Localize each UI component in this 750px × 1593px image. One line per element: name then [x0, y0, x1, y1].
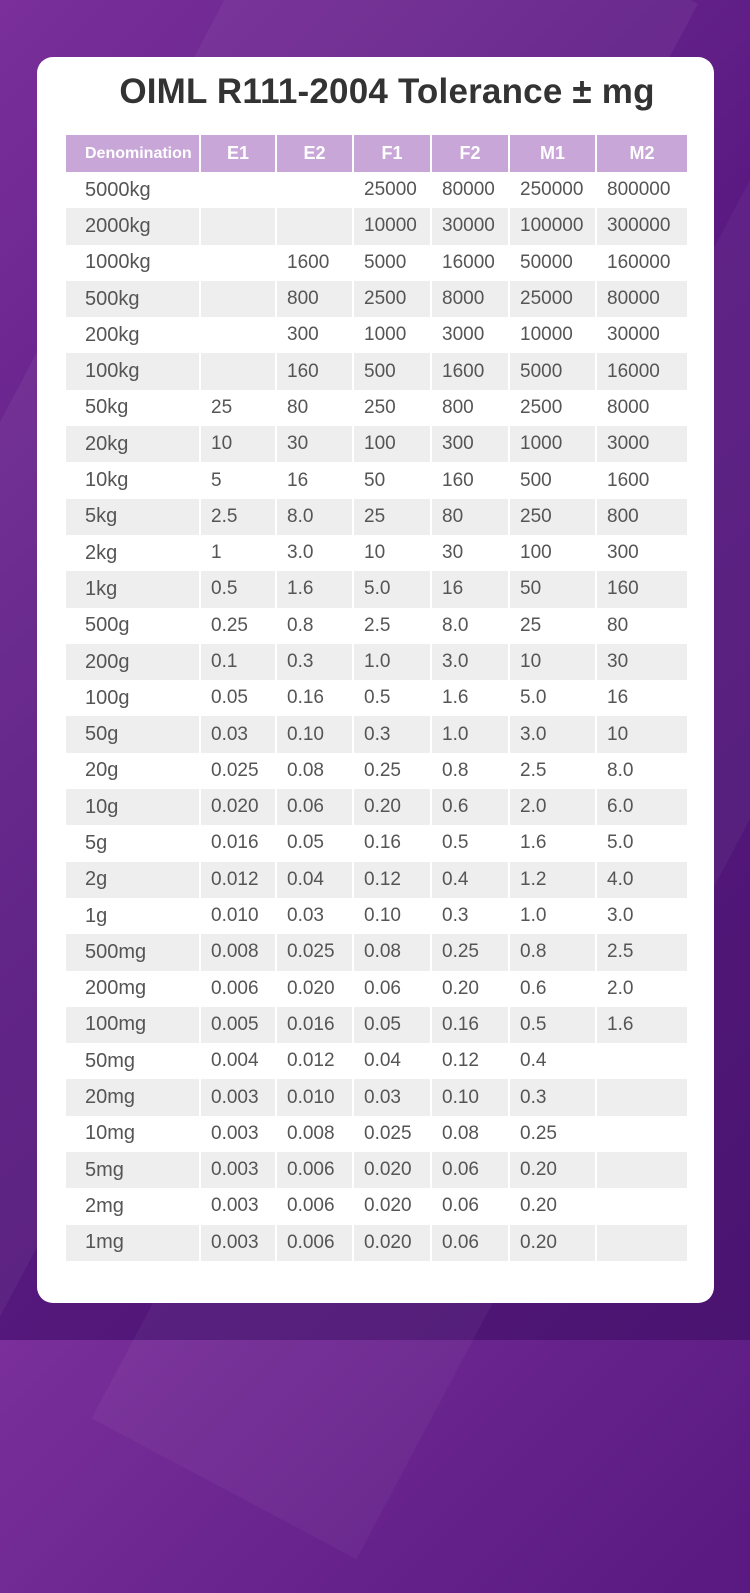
- cell-m1: 2500: [510, 390, 595, 426]
- cell-m1: 1.2: [510, 862, 595, 898]
- table-row: [66, 934, 687, 970]
- cell-m1: 3.0: [510, 716, 595, 752]
- cell-m2: [597, 1116, 687, 1152]
- cell-m2: 5.0: [597, 825, 687, 861]
- table-row: [66, 499, 687, 535]
- cell-f2: 3.0: [432, 644, 508, 680]
- cell-e1: 0.006: [201, 971, 275, 1007]
- cell-m1: 1.0: [510, 898, 595, 934]
- cell-m2: [597, 1188, 687, 1224]
- cell-e2: 1600: [277, 245, 352, 281]
- cell-e2: 30: [277, 426, 352, 462]
- cell-m2: 1.6: [597, 1007, 687, 1043]
- cell-m2: [597, 1043, 687, 1079]
- cell-f2: 0.06: [432, 1152, 508, 1188]
- cell-e1: [201, 208, 275, 244]
- cell-e2: 0.006: [277, 1152, 352, 1188]
- cell-m1: 5000: [510, 353, 595, 389]
- cell-m1: 0.25: [510, 1116, 595, 1152]
- cell-e1: 0.025: [201, 753, 275, 789]
- cell-m2: 3.0: [597, 898, 687, 934]
- cell-denomination: 200g: [66, 644, 199, 680]
- table-row: [66, 390, 687, 426]
- cell-m1: 250: [510, 499, 595, 535]
- cell-m1: 10000: [510, 317, 595, 353]
- cell-m2: 2.5: [597, 934, 687, 970]
- cell-f2: 0.6: [432, 789, 508, 825]
- cell-e1: 0.004: [201, 1043, 275, 1079]
- table-row: [66, 317, 687, 353]
- cell-e1: 0.1: [201, 644, 275, 680]
- cell-e1: 5: [201, 462, 275, 498]
- table-row: [66, 825, 687, 861]
- cell-m1: 100: [510, 535, 595, 571]
- cell-f1: 10: [354, 535, 430, 571]
- column-header-m2: M2: [597, 135, 687, 172]
- cell-f1: 25000: [354, 172, 430, 208]
- cell-m1: 2.0: [510, 789, 595, 825]
- cell-f2: 160: [432, 462, 508, 498]
- cell-e1: 0.5: [201, 571, 275, 607]
- column-header-e2: E2: [277, 135, 352, 172]
- cell-m2: 300000: [597, 208, 687, 244]
- table-row: [66, 172, 687, 208]
- cell-f1: 1000: [354, 317, 430, 353]
- cell-f1: 0.020: [354, 1225, 430, 1261]
- cell-f1: 0.25: [354, 753, 430, 789]
- column-header-e1: E1: [201, 135, 275, 172]
- cell-e1: 0.03: [201, 716, 275, 752]
- cell-denomination: 1000kg: [66, 245, 199, 281]
- table-row: [66, 281, 687, 317]
- cell-m1: 5.0: [510, 680, 595, 716]
- cell-m1: 0.5: [510, 1007, 595, 1043]
- cell-e2: [277, 208, 352, 244]
- cell-e1: 0.05: [201, 680, 275, 716]
- cell-e1: 25: [201, 390, 275, 426]
- cell-f1: 10000: [354, 208, 430, 244]
- cell-m2: 8.0: [597, 753, 687, 789]
- cell-f2: 0.06: [432, 1188, 508, 1224]
- cell-m1: 1.6: [510, 825, 595, 861]
- cell-f2: 0.5: [432, 825, 508, 861]
- cell-m2: 8000: [597, 390, 687, 426]
- cell-m2: 3000: [597, 426, 687, 462]
- cell-m2: 16: [597, 680, 687, 716]
- cell-f2: 16000: [432, 245, 508, 281]
- cell-m1: 2.5: [510, 753, 595, 789]
- cell-denomination: 2000kg: [66, 208, 199, 244]
- cell-e2: 0.16: [277, 680, 352, 716]
- cell-f2: 0.25: [432, 934, 508, 970]
- cell-m2: 800000: [597, 172, 687, 208]
- cell-e2: 1.6: [277, 571, 352, 607]
- cell-e1: [201, 172, 275, 208]
- cell-e2: [277, 172, 352, 208]
- cell-m2: 160000: [597, 245, 687, 281]
- cell-e2: 160: [277, 353, 352, 389]
- cell-f2: 1.6: [432, 680, 508, 716]
- cell-denomination: 2mg: [66, 1188, 199, 1224]
- cell-f2: 0.12: [432, 1043, 508, 1079]
- cell-f1: 0.5: [354, 680, 430, 716]
- cell-e1: 0.020: [201, 789, 275, 825]
- cell-e2: 0.03: [277, 898, 352, 934]
- table-row: [66, 1043, 687, 1079]
- cell-m2: 160: [597, 571, 687, 607]
- cell-e2: 0.008: [277, 1116, 352, 1152]
- cell-m1: 25: [510, 608, 595, 644]
- cell-e1: 0.016: [201, 825, 275, 861]
- cell-denomination: 100g: [66, 680, 199, 716]
- cell-m2: 80: [597, 608, 687, 644]
- cell-f1: 0.3: [354, 716, 430, 752]
- table-row: [66, 971, 687, 1007]
- cell-m2: 80000: [597, 281, 687, 317]
- cell-f1: 0.08: [354, 934, 430, 970]
- cell-e2: 0.006: [277, 1225, 352, 1261]
- cell-f2: 0.20: [432, 971, 508, 1007]
- cell-denomination: 500kg: [66, 281, 199, 317]
- cell-f2: 800: [432, 390, 508, 426]
- table-row: [66, 1152, 687, 1188]
- cell-f1: 0.04: [354, 1043, 430, 1079]
- cell-e2: 0.006: [277, 1188, 352, 1224]
- cell-m1: 250000: [510, 172, 595, 208]
- table-row: [66, 680, 687, 716]
- cell-denomination: 50mg: [66, 1043, 199, 1079]
- cell-f2: 80000: [432, 172, 508, 208]
- cell-f1: 0.12: [354, 862, 430, 898]
- cell-denomination: 200mg: [66, 971, 199, 1007]
- cell-m1: 0.6: [510, 971, 595, 1007]
- cell-f2: 16: [432, 571, 508, 607]
- cell-f1: 2.5: [354, 608, 430, 644]
- column-header-f1: F1: [354, 135, 430, 172]
- cell-e2: 3.0: [277, 535, 352, 571]
- table-row: [66, 535, 687, 571]
- cell-m2: 2.0: [597, 971, 687, 1007]
- cell-m2: [597, 1079, 687, 1115]
- cell-f2: 1.0: [432, 716, 508, 752]
- cell-e1: 0.008: [201, 934, 275, 970]
- cell-f2: 0.10: [432, 1079, 508, 1115]
- cell-f1: 50: [354, 462, 430, 498]
- cell-m1: 1000: [510, 426, 595, 462]
- cell-e1: 0.003: [201, 1079, 275, 1115]
- table-row: [66, 1225, 687, 1261]
- cell-denomination: 5mg: [66, 1152, 199, 1188]
- cell-m1: 0.20: [510, 1152, 595, 1188]
- cell-f2: 30000: [432, 208, 508, 244]
- cell-m2: 4.0: [597, 862, 687, 898]
- cell-e2: 0.016: [277, 1007, 352, 1043]
- cell-denomination: 20kg: [66, 426, 199, 462]
- cell-e2: 80: [277, 390, 352, 426]
- cell-e1: 0.25: [201, 608, 275, 644]
- cell-denomination: 50g: [66, 716, 199, 752]
- cell-denomination: 1g: [66, 898, 199, 934]
- cell-f2: 0.08: [432, 1116, 508, 1152]
- column-header-f2: F2: [432, 135, 508, 172]
- cell-f2: 80: [432, 499, 508, 535]
- cell-e2: 0.012: [277, 1043, 352, 1079]
- cell-e2: 0.025: [277, 934, 352, 970]
- cell-m2: 6.0: [597, 789, 687, 825]
- cell-denomination: 10g: [66, 789, 199, 825]
- cell-f2: 0.3: [432, 898, 508, 934]
- cell-denomination: 1kg: [66, 571, 199, 607]
- cell-f1: 500: [354, 353, 430, 389]
- cell-denomination: 20mg: [66, 1079, 199, 1115]
- cell-denomination: 500mg: [66, 934, 199, 970]
- cell-m2: 800: [597, 499, 687, 535]
- table-row: [66, 608, 687, 644]
- cell-denomination: 5000kg: [66, 172, 199, 208]
- cell-f1: 0.05: [354, 1007, 430, 1043]
- table-row: [66, 1079, 687, 1115]
- cell-m1: 0.20: [510, 1188, 595, 1224]
- tolerance-table: [64, 135, 689, 1261]
- cell-f1: 0.025: [354, 1116, 430, 1152]
- cell-m1: 100000: [510, 208, 595, 244]
- cell-e2: 0.05: [277, 825, 352, 861]
- table-row: [66, 245, 687, 281]
- cell-e2: 0.08: [277, 753, 352, 789]
- cell-e2: 0.10: [277, 716, 352, 752]
- cell-m1: 25000: [510, 281, 595, 317]
- cell-e1: 0.003: [201, 1225, 275, 1261]
- cell-f2: 30: [432, 535, 508, 571]
- cell-e2: 0.010: [277, 1079, 352, 1115]
- cell-m1: 50000: [510, 245, 595, 281]
- table-row: [66, 898, 687, 934]
- cell-e2: 0.8: [277, 608, 352, 644]
- cell-denomination: 500g: [66, 608, 199, 644]
- cell-denomination: 2kg: [66, 535, 199, 571]
- cell-f1: 100: [354, 426, 430, 462]
- cell-denomination: 200kg: [66, 317, 199, 353]
- cell-denomination: 10mg: [66, 1116, 199, 1152]
- cell-denomination: 100kg: [66, 353, 199, 389]
- column-header-denomination: Denomination: [66, 135, 199, 172]
- table-header-row: [66, 135, 687, 172]
- cell-e2: 16: [277, 462, 352, 498]
- cell-denomination: 5kg: [66, 499, 199, 535]
- page-title: OIML R111-2004 Tolerance ± mg: [119, 72, 655, 111]
- cell-denomination: 10kg: [66, 462, 199, 498]
- table-row: [66, 1116, 687, 1152]
- cell-e1: 0.003: [201, 1188, 275, 1224]
- cell-denomination: 20g: [66, 753, 199, 789]
- cell-m2: 30: [597, 644, 687, 680]
- cell-f1: 25: [354, 499, 430, 535]
- cell-f1: 0.16: [354, 825, 430, 861]
- table-row: [66, 789, 687, 825]
- table-row: [66, 353, 687, 389]
- cell-e1: 0.003: [201, 1116, 275, 1152]
- table-row: [66, 426, 687, 462]
- cell-m2: 1600: [597, 462, 687, 498]
- cell-e1: 0.003: [201, 1152, 275, 1188]
- cell-m2: [597, 1152, 687, 1188]
- cell-f1: 2500: [354, 281, 430, 317]
- cell-m2: 16000: [597, 353, 687, 389]
- cell-f1: 5.0: [354, 571, 430, 607]
- table-body: [66, 172, 687, 1261]
- cell-m2: 300: [597, 535, 687, 571]
- cell-e1: 0.012: [201, 862, 275, 898]
- cell-f1: 0.03: [354, 1079, 430, 1115]
- cell-f2: 1600: [432, 353, 508, 389]
- cell-denomination: 50kg: [66, 390, 199, 426]
- column-header-m1: M1: [510, 135, 595, 172]
- cell-f2: 0.16: [432, 1007, 508, 1043]
- cell-e1: 1: [201, 535, 275, 571]
- cell-e1: [201, 353, 275, 389]
- cell-f1: 0.10: [354, 898, 430, 934]
- cell-f1: 250: [354, 390, 430, 426]
- cell-e2: 0.06: [277, 789, 352, 825]
- cell-m1: 0.8: [510, 934, 595, 970]
- table-row: [66, 644, 687, 680]
- table-row: [66, 1188, 687, 1224]
- cell-m1: 500: [510, 462, 595, 498]
- cell-e2: 300: [277, 317, 352, 353]
- cell-f2: 300: [432, 426, 508, 462]
- table-row: [66, 862, 687, 898]
- cell-f1: 0.020: [354, 1152, 430, 1188]
- cell-f1: 5000: [354, 245, 430, 281]
- cell-f1: 0.06: [354, 971, 430, 1007]
- cell-denomination: 5g: [66, 825, 199, 861]
- cell-f1: 0.020: [354, 1188, 430, 1224]
- cell-f2: 0.06: [432, 1225, 508, 1261]
- cell-m1: 10: [510, 644, 595, 680]
- table-row: [66, 716, 687, 752]
- cell-m1: 0.20: [510, 1225, 595, 1261]
- cell-f2: 0.4: [432, 862, 508, 898]
- cell-e1: 0.010: [201, 898, 275, 934]
- cell-m1: 0.3: [510, 1079, 595, 1115]
- table-row: [66, 753, 687, 789]
- cell-denomination: 2g: [66, 862, 199, 898]
- cell-m1: 0.4: [510, 1043, 595, 1079]
- cell-f1: 0.20: [354, 789, 430, 825]
- table-row: [66, 208, 687, 244]
- table-row: [66, 462, 687, 498]
- cell-denomination: 1mg: [66, 1225, 199, 1261]
- cell-e2: 0.3: [277, 644, 352, 680]
- cell-f2: 8000: [432, 281, 508, 317]
- cell-e1: [201, 245, 275, 281]
- cell-e1: 2.5: [201, 499, 275, 535]
- cell-e1: [201, 281, 275, 317]
- table-row: [66, 571, 687, 607]
- cell-f2: 0.8: [432, 753, 508, 789]
- cell-m1: 50: [510, 571, 595, 607]
- table-row: [66, 1007, 687, 1043]
- cell-e2: 800: [277, 281, 352, 317]
- cell-f1: 1.0: [354, 644, 430, 680]
- cell-e2: 0.04: [277, 862, 352, 898]
- cell-e2: 8.0: [277, 499, 352, 535]
- cell-f2: 8.0: [432, 608, 508, 644]
- cell-e1: 0.005: [201, 1007, 275, 1043]
- cell-m2: 30000: [597, 317, 687, 353]
- cell-m2: 10: [597, 716, 687, 752]
- cell-f2: 3000: [432, 317, 508, 353]
- cell-m2: [597, 1225, 687, 1261]
- cell-denomination: 100mg: [66, 1007, 199, 1043]
- cell-e2: 0.020: [277, 971, 352, 1007]
- cell-e1: [201, 317, 275, 353]
- cell-e1: 10: [201, 426, 275, 462]
